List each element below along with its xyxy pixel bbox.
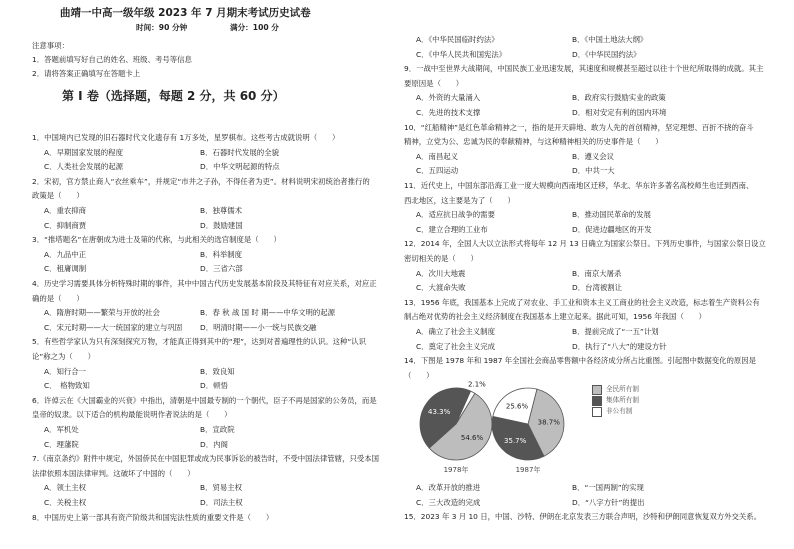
pie-chart-svg [416,372,746,484]
answer-option: D．三省六部 [200,264,243,274]
question-text: 4．历史学习需要具体分析特殊时期的事件，其中中国古代历史发展基本阶段及其特征有对应关系，对应正 [32,279,377,288]
note-2: 2．请将答案正确填写在答题卡上 [32,69,141,78]
answer-option: A．《中华民国临时约法》 [416,35,499,44]
answer-option: C． 格物致知 [44,381,90,391]
answer-option: B．独尊儒术 [200,206,243,215]
answer-option: C．宋元时期——大一统国家的建立与巩固 [44,322,183,332]
question-text: 9．一战中至世界大战期间，中国民族工业迅速发展，其速度和规模甚至超过以往十个世纪所取得的成就。其主 [404,64,764,74]
answer-option: B．《中国土地法大纲》 [572,35,648,44]
pie-data-label: 25.6% [505,402,529,411]
legend-swatch [592,396,602,406]
answer-option: B．“一国两制”的实现 [572,483,644,492]
pie-data-label: 54.6% [460,433,484,442]
answer-option: A．九品中正 [44,249,87,259]
answer-option: B．南京大屠杀 [572,268,622,278]
answer-option: D．明清时期——小一统与民族交融 [200,322,317,332]
pie-data-label: 38.7% [537,418,560,427]
legend-swatch [592,385,602,395]
question-text: 论”称之为（ ） [32,352,95,361]
chart-legend [592,384,639,417]
answer-option: B．提前完成了“一五”计划 [572,327,659,336]
pie-year-label: 1987年 [515,466,541,474]
answer-option: C．租庸调制 [44,264,87,274]
question-text: （ ） [404,370,434,380]
question-text: 11．近代史上，中国东部沿海工业一度大规模向西南地区迁移，华北、华东许多著名高校师生也迁到西南、 [404,181,754,190]
note-1: 1．答题前填写好自己的姓名、班级、考号等信息 [32,55,192,64]
answer-option: D．执行了“八大”的建设方针 [572,341,667,351]
question-text: 6．许倬云在《大国霸业的兴衰》中指出，清朝是中国最专制的一个朝代，臣子不再是国家的公务员，而是 [32,395,377,405]
question-text: 1．中国境内已发现的旧石器时代文化遗存有 1万多处，星罗棋布。这些考古成就说明（ ） [32,133,340,142]
answer-option: C．建立合理的工业布 [416,224,488,234]
legend-item [592,406,639,417]
answer-option: A．重农抑商 [44,206,87,215]
answer-option: A．军机处 [44,425,79,434]
answer-option: D．内阁 [200,439,228,449]
pie-data-label: 35.7% [504,436,527,445]
answer-option: C．先进的技术支撑 [416,108,481,117]
legend-label: 集体所有制 [606,396,639,405]
question-text: 法律依照本国法律审判。这破坏了中国的（ ） [32,468,195,478]
exam-time: 时间：90 分钟 [136,23,188,32]
answer-option: B．推动国民革命的发展 [572,210,651,220]
question-text: 5．有些哲学家认为只有深刻探究万物，才能真正得到其中的“理”，达到对普遍理性的认识。这种“认识 [32,337,366,347]
answer-option: D．“八字方针”的提出 [572,497,645,507]
question-text: 8．中国历史上第一部具有资产阶级共和国宪法性质的重要文件是（ ） [32,512,274,522]
answer-option: D．司法主权 [200,498,243,507]
answer-option: A．知行合一 [44,366,87,376]
question-text: 皇帝的奴隶。以下适合的机构最能说明作者说法的是（ ） [32,410,232,420]
answer-option: C．《中华人民共和国宪法》 [416,49,507,59]
question-text: 12．2014 年，全国人大以立法形式将每年 12 月 13 日确立为国家公祭日。下列历史事件，与国家公祭日设立 [404,239,766,249]
answer-option: D．相对安定有利的国内环境 [572,108,667,117]
answer-option: D．顿悟 [200,381,228,391]
question-text: 密切相关的是（ ） [404,254,478,263]
answer-option: A．南昌起义 [416,151,459,161]
legend-item [592,395,639,406]
answer-option: C．关税主权 [44,498,87,507]
notes-heading: 注意事项： [32,41,69,50]
answer-option: A．领土主权 [44,483,87,493]
question-text: 7.《南京条约》附件中规定，外国侨民在中国犯罪或成为民事诉讼的被告时，不受中国法律管辖，只受本国 [32,454,380,464]
question-text: 政策是（ ） [32,191,84,201]
answer-option: B．宣政院 [200,425,235,434]
question-text: 2．宋初，官方禁止商人“衣丝乘车”，并规定“市井之子孙，不得任者为吏”。材料说明宋初统治者推行的 [32,176,370,186]
answer-option: C．大渡命失败 [416,283,466,293]
question-text: 13．1956 年底，我国基本上完成了对农业、手工业和资本主义工商业的社会主义改造，标志着生产资料公有 [404,297,760,307]
answer-option: A．适应抗日战争的需要 [416,210,495,220]
answer-option: D．中华文明起源的特点 [200,162,280,172]
answer-option: B．遵义会议 [572,151,615,161]
answer-option: A．确立了社会主义制度 [416,327,495,336]
pie-data-label: 2.1% [468,380,486,389]
answer-option: D．《中华民国约法》 [572,49,641,59]
answer-option: B．科举制度 [200,249,243,259]
question-text: 15．2023 年 3 月 10 日，中国、沙特、伊朗在北京发表三方联合声明，沙特和伊朗同意恢复双方外交关系。 [404,512,762,522]
question-text: 确的是（ ） [32,293,84,303]
question-text: 10．“红船精神”是红色革命精神之一，指的是开天辟地、敢为人先的首创精神，坚定理想、百折不挠的奋斗 [404,122,754,132]
answer-option: A．隋唐时期——繁荣与开放的社会 [44,308,160,318]
section-heading: 第 I 卷（选择题，每题 2 分，共 60 分） [62,89,285,103]
legend-label: 全民所有制 [606,385,639,394]
question-text: 西北地区，这主要是为了（ ） [404,195,515,205]
right-column [404,0,774,549]
retail-share-pie-charts [416,372,746,484]
answer-option: C．理藩院 [44,439,79,449]
answer-option: A．次川大地震 [416,268,466,278]
answer-option: D．鼓励建国 [200,220,243,230]
pie-data-label: 43.3% [427,408,451,417]
answer-option: D．台湾被割让 [572,283,623,293]
answer-option: D．中共一大 [572,166,615,176]
left-column [32,0,402,549]
answer-option: C．抑制商贾 [44,220,87,230]
answer-option: B．贸易主权 [200,483,243,493]
answer-option: B．春 秋 战 国 时 期——中华文明的起源 [200,308,336,318]
answer-option: B．政府实行鼓励实业的政策 [572,93,666,103]
exam-title: 曲靖一中高一级年级 2023 年 7 月期末考试历史试卷 [60,7,311,19]
pie-year-label: 1978年 [443,466,469,474]
answer-option: C．人类社会发展的起源 [44,162,124,172]
exam-score: 满分：100 分 [230,23,279,32]
question-text: 精神，立党为公、忠诚为民的奉献精神，与这种精神相关的历史事件是（ ） [404,137,663,147]
question-text: 14．下图是 1978 年和 1987 年全国社会商品零售额中各经济成分所占比重图。引起图中数据变化的原因是 [404,356,757,366]
legend-swatch [592,407,602,417]
answer-option: B．致良知 [200,366,235,376]
answer-option: C．三大改造的完成 [416,497,481,507]
answer-option: D．促进边疆地区的开发 [572,224,652,234]
question-text: 要原因是（ ） [404,78,464,88]
legend-item [592,384,639,395]
legend-label: 非公有制 [606,407,633,416]
question-text: 制占绝对优势的社会主义经济制度在我国基本上建立起来。据此可知，1956 年我国（ ） [404,312,707,322]
answer-option: B．石器时代发展的全貌 [200,147,279,157]
answer-option: A．改革开放的推进 [416,483,481,492]
answer-option: A．外资的大量涌入 [416,93,481,103]
answer-option: C．奠定了社会主义完成 [416,341,496,351]
question-text: 3．“推塔题名”在唐朝成为进士及第的代称，与此相关的选官制度是（ ） [32,235,281,245]
answer-option: C．五四运动 [416,166,459,176]
answer-option: A．早期国家发展的程度 [44,147,123,157]
